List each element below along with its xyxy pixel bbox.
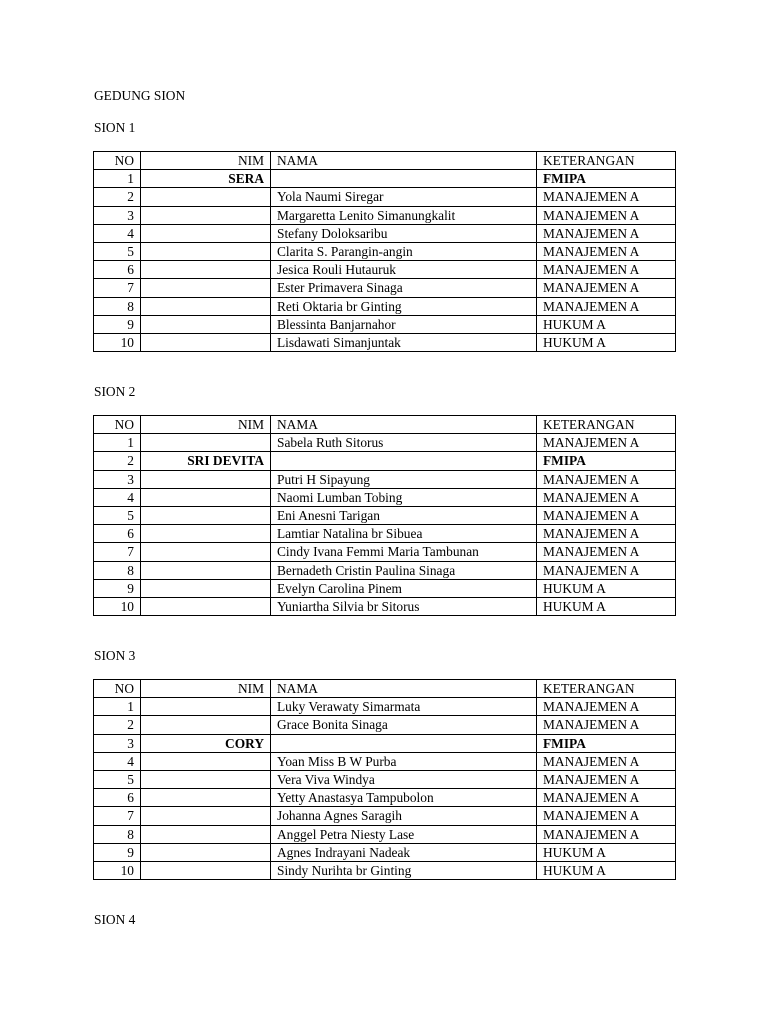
keterangan-cell: MANAJEMEN A: [537, 434, 676, 452]
keterangan-cell: MANAJEMEN A: [537, 488, 676, 506]
no-cell: 2: [94, 452, 141, 470]
table-row: [94, 279, 676, 297]
table-row: [94, 734, 676, 752]
nama-cell: Reti Oktaria br Ginting: [271, 297, 537, 315]
nim-cell: [141, 698, 271, 716]
table-row: [94, 434, 676, 452]
keterangan-cell: MANAJEMEN A: [537, 470, 676, 488]
column-header-nim: NIM: [141, 152, 271, 170]
no-cell: 8: [94, 297, 141, 315]
table-row: [94, 242, 676, 260]
nama-cell: Blessinta Banjarnahor: [271, 315, 537, 333]
table-row: [94, 752, 676, 770]
nim-cell: [141, 242, 271, 260]
nama-cell: Cindy Ivana Femmi Maria Tambunan: [271, 543, 537, 561]
table-header-row: [94, 152, 676, 170]
table-row: [94, 561, 676, 579]
table-row: [94, 224, 676, 242]
keterangan-cell: MANAJEMEN A: [537, 716, 676, 734]
nama-cell: Anggel Petra Niesty Lase: [271, 825, 537, 843]
no-cell: 7: [94, 279, 141, 297]
nim-cell: CORY: [141, 734, 271, 752]
nama-cell: Grace Bonita Sinaga: [271, 716, 537, 734]
table-row: [94, 843, 676, 861]
nim-cell: [141, 224, 271, 242]
no-cell: 3: [94, 470, 141, 488]
keterangan-cell: MANAJEMEN A: [537, 506, 676, 524]
nim-cell: [141, 579, 271, 597]
nim-cell: [141, 333, 271, 351]
table-header-row: [94, 680, 676, 698]
nim-cell: [141, 770, 271, 788]
nim-cell: [141, 752, 271, 770]
nama-cell: Lamtiar Natalina br Sibuea: [271, 525, 537, 543]
nama-cell: [271, 452, 537, 470]
column-header-nama: NAMA: [271, 680, 537, 698]
table-row: [94, 861, 676, 879]
keterangan-cell: MANAJEMEN A: [537, 242, 676, 260]
nama-cell: Evelyn Carolina Pinem: [271, 579, 537, 597]
nama-cell: [271, 734, 537, 752]
nim-cell: [141, 261, 271, 279]
section-heading-sion-3: SION 3: [94, 648, 136, 663]
nama-cell: Margaretta Lenito Simanungkalit: [271, 206, 537, 224]
table-row: [94, 825, 676, 843]
keterangan-cell: HUKUM A: [537, 861, 676, 879]
nama-cell: Sabela Ruth Sitorus: [271, 434, 537, 452]
table-row: [94, 452, 676, 470]
no-cell: 5: [94, 242, 141, 260]
column-header-no: NO: [94, 680, 141, 698]
nim-cell: [141, 861, 271, 879]
no-cell: 9: [94, 579, 141, 597]
nim-cell: [141, 315, 271, 333]
no-cell: 8: [94, 825, 141, 843]
keterangan-cell: HUKUM A: [537, 843, 676, 861]
no-cell: 3: [94, 206, 141, 224]
nim-cell: [141, 470, 271, 488]
no-cell: 5: [94, 770, 141, 788]
keterangan-cell: MANAJEMEN A: [537, 543, 676, 561]
keterangan-cell: MANAJEMEN A: [537, 188, 676, 206]
column-header-keterangan: KETERANGAN: [537, 152, 676, 170]
no-cell: 4: [94, 752, 141, 770]
keterangan-cell: MANAJEMEN A: [537, 807, 676, 825]
table-row: [94, 333, 676, 351]
nim-cell: [141, 297, 271, 315]
column-header-keterangan: KETERANGAN: [537, 680, 676, 698]
keterangan-cell: MANAJEMEN A: [537, 698, 676, 716]
table-row: [94, 315, 676, 333]
nama-cell: Eni Anesni Tarigan: [271, 506, 537, 524]
nim-cell: SRI DEVITA: [141, 452, 271, 470]
no-cell: 6: [94, 261, 141, 279]
table-row: [94, 770, 676, 788]
nim-cell: [141, 543, 271, 561]
table-row: [94, 297, 676, 315]
nim-cell: [141, 525, 271, 543]
nama-cell: Johanna Agnes Saragih: [271, 807, 537, 825]
no-cell: 6: [94, 525, 141, 543]
table-row: [94, 488, 676, 506]
keterangan-cell: MANAJEMEN A: [537, 206, 676, 224]
nama-cell: Clarita S. Parangin-angin: [271, 242, 537, 260]
table-row: [94, 506, 676, 524]
keterangan-cell: MANAJEMEN A: [537, 297, 676, 315]
table-row: [94, 789, 676, 807]
column-header-nim: NIM: [141, 416, 271, 434]
nama-cell: [271, 170, 537, 188]
nim-cell: [141, 434, 271, 452]
roster-table-sion-1: [93, 151, 676, 352]
keterangan-cell: HUKUM A: [537, 333, 676, 351]
nim-cell: [141, 597, 271, 615]
nim-cell: [141, 716, 271, 734]
nim-cell: [141, 825, 271, 843]
no-cell: 7: [94, 543, 141, 561]
table-row: [94, 597, 676, 615]
nim-cell: [141, 789, 271, 807]
no-cell: 2: [94, 716, 141, 734]
table-row: [94, 579, 676, 597]
nim-cell: [141, 206, 271, 224]
nama-cell: Stefany Doloksaribu: [271, 224, 537, 242]
nim-cell: [141, 843, 271, 861]
keterangan-cell: HUKUM A: [537, 579, 676, 597]
no-cell: 10: [94, 861, 141, 879]
no-cell: 6: [94, 789, 141, 807]
no-cell: 3: [94, 734, 141, 752]
keterangan-cell: MANAJEMEN A: [537, 525, 676, 543]
table-row: [94, 525, 676, 543]
nama-cell: Lisdawati Simanjuntak: [271, 333, 537, 351]
column-header-keterangan: KETERANGAN: [537, 416, 676, 434]
nim-cell: [141, 561, 271, 579]
table-row: [94, 698, 676, 716]
table-header-row: [94, 416, 676, 434]
no-cell: 2: [94, 188, 141, 206]
keterangan-cell: MANAJEMEN A: [537, 770, 676, 788]
nama-cell: Jesica Rouli Hutauruk: [271, 261, 537, 279]
keterangan-cell: HUKUM A: [537, 597, 676, 615]
no-cell: 10: [94, 333, 141, 351]
document-title: GEDUNG SION: [94, 88, 186, 103]
column-header-nama: NAMA: [271, 152, 537, 170]
column-header-nim: NIM: [141, 680, 271, 698]
no-cell: 8: [94, 561, 141, 579]
nama-cell: Yuniartha Silvia br Sitorus: [271, 597, 537, 615]
keterangan-cell: MANAJEMEN A: [537, 261, 676, 279]
keterangan-cell: MANAJEMEN A: [537, 825, 676, 843]
table-row: [94, 206, 676, 224]
keterangan-cell: MANAJEMEN A: [537, 224, 676, 242]
column-header-no: NO: [94, 416, 141, 434]
no-cell: 10: [94, 597, 141, 615]
no-cell: 1: [94, 170, 141, 188]
nama-cell: Bernadeth Cristin Paulina Sinaga: [271, 561, 537, 579]
table-row: [94, 716, 676, 734]
nama-cell: Putri H Sipayung: [271, 470, 537, 488]
nama-cell: Luky Verawaty Simarmata: [271, 698, 537, 716]
no-cell: 5: [94, 506, 141, 524]
keterangan-cell: MANAJEMEN A: [537, 752, 676, 770]
no-cell: 4: [94, 488, 141, 506]
no-cell: 4: [94, 224, 141, 242]
roster-table-sion-2: [93, 415, 676, 616]
nim-cell: [141, 279, 271, 297]
nama-cell: Yoan Miss B W Purba: [271, 752, 537, 770]
nim-cell: [141, 506, 271, 524]
nim-cell: [141, 807, 271, 825]
nama-cell: Naomi Lumban Tobing: [271, 488, 537, 506]
nama-cell: Yola Naumi Siregar: [271, 188, 537, 206]
keterangan-cell: MANAJEMEN A: [537, 279, 676, 297]
nama-cell: Agnes Indrayani Nadeak: [271, 843, 537, 861]
nama-cell: Yetty Anastasya Tampubolon: [271, 789, 537, 807]
column-header-no: NO: [94, 152, 141, 170]
no-cell: 9: [94, 315, 141, 333]
no-cell: 7: [94, 807, 141, 825]
keterangan-cell: FMIPA: [537, 452, 676, 470]
no-cell: 1: [94, 698, 141, 716]
keterangan-cell: HUKUM A: [537, 315, 676, 333]
nama-cell: Ester Primavera Sinaga: [271, 279, 537, 297]
table-row: [94, 170, 676, 188]
keterangan-cell: FMIPA: [537, 170, 676, 188]
table-row: [94, 470, 676, 488]
section-heading-sion-2: SION 2: [94, 384, 136, 399]
nama-cell: Vera Viva Windya: [271, 770, 537, 788]
keterangan-cell: FMIPA: [537, 734, 676, 752]
nim-cell: SERA: [141, 170, 271, 188]
no-cell: 9: [94, 843, 141, 861]
section-heading-sion-1: SION 1: [94, 120, 136, 135]
table-row: [94, 807, 676, 825]
no-cell: 1: [94, 434, 141, 452]
nim-cell: [141, 188, 271, 206]
keterangan-cell: MANAJEMEN A: [537, 561, 676, 579]
keterangan-cell: MANAJEMEN A: [537, 789, 676, 807]
nim-cell: [141, 488, 271, 506]
nama-cell: Sindy Nurihta br Ginting: [271, 861, 537, 879]
roster-table-sion-3: [93, 679, 676, 880]
table-row: [94, 261, 676, 279]
section-heading-sion-4: SION 4: [94, 912, 136, 927]
column-header-nama: NAMA: [271, 416, 537, 434]
table-row: [94, 188, 676, 206]
table-row: [94, 543, 676, 561]
